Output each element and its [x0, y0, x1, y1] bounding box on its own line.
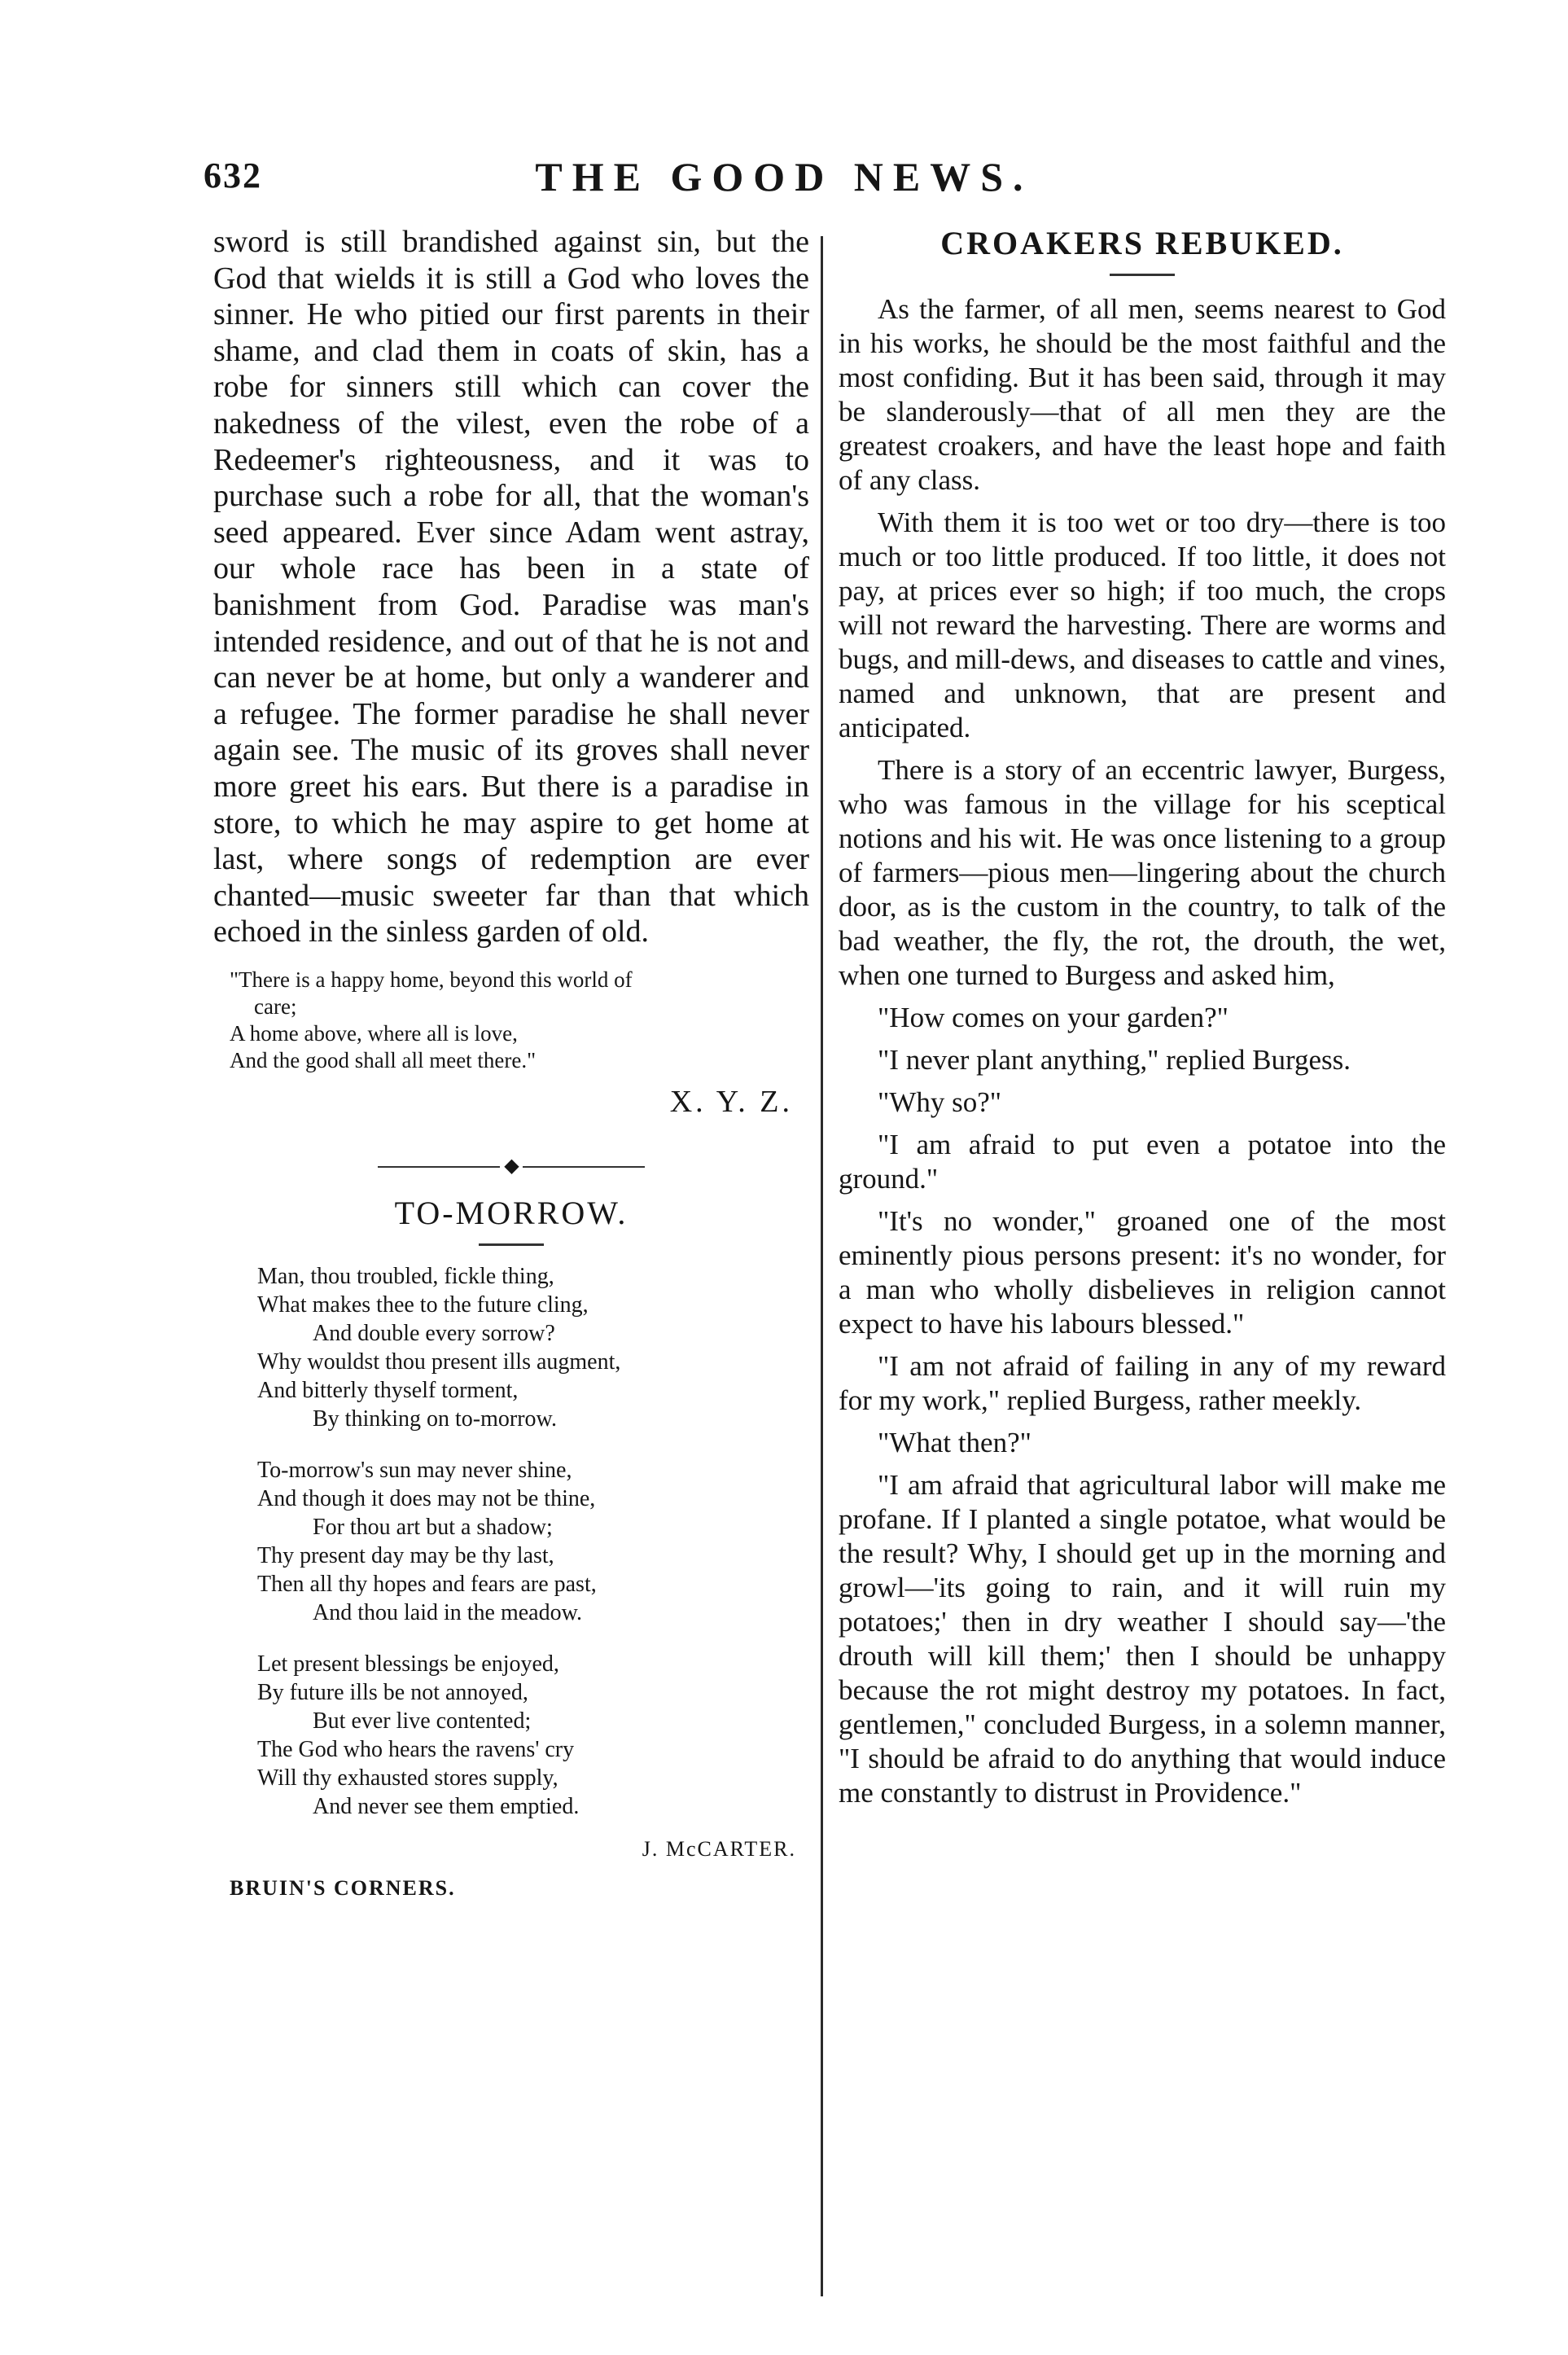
poem-line: For thou art but a shadow; — [313, 1514, 553, 1540]
article-paragraph: "It's no wonder," groaned one of the most eminently pious persons present: it's no wonder, for a man who wholly disbelieves in religion cannot expect to have his labours blessed." — [839, 1205, 1446, 1340]
article-paragraph: "I am afraid to put even a potatoe into the ground." — [839, 1129, 1446, 1195]
poem-line: And double every sorrow? — [313, 1320, 555, 1346]
running-title: THE GOOD NEWS. — [535, 154, 1033, 200]
stanza — [257, 1650, 809, 1821]
article-paragraph: "Why so?" — [878, 1086, 1002, 1118]
poem-author: J. McCARTER. — [642, 1836, 796, 1861]
column-rule — [821, 236, 823, 2296]
article-paragraph: There is a story of an eccentric lawyer, Burgess, who was famous in the village for his sceptical notions and his wit. He was once listening to a group of farmers—pious men—lingering about the church door, as is the custom in the country, to talk of the bad weather, the fly, the rot, the drouth, the wet, when one turned to Burgess and asked him, — [839, 754, 1446, 991]
poem-title: TO-MORROW. — [394, 1194, 629, 1231]
poem-line: And never see them emptied. — [313, 1793, 580, 1819]
article-title: CROAKERS REBUKED. — [940, 225, 1344, 261]
poem-line: Let present blessings be enjoyed, — [257, 1651, 559, 1677]
poem-line: What makes thee to the future cling, — [257, 1292, 589, 1318]
title-rule — [479, 1243, 544, 1246]
poem-line: And though it does may not be thine, — [257, 1485, 596, 1511]
hymn-line: A home above, where all is love, — [230, 1020, 518, 1046]
article-paragraph: As the farmer, of all men, seems nearest to God in his works, he should be the most faithful and the most confiding. But it has been said, through it may be slanderously—that of all men they are the greatest croakers, and have the least hope and faith of any class. — [839, 293, 1446, 496]
poem — [213, 1262, 809, 1821]
dateline-place: BRUIN'S CORNERS. — [230, 1875, 456, 1900]
poem-line: Then all thy hopes and fears are past, — [257, 1571, 597, 1597]
poem-line: And thou laid in the meadow. — [313, 1599, 583, 1625]
poem-line: The God who hears the ravens' cry — [257, 1736, 575, 1762]
section-divider: ◆ — [213, 1154, 809, 1178]
poem-line: Thy present day may be thy last, — [257, 1542, 554, 1568]
poem-line: By thinking on to-morrow. — [313, 1406, 557, 1432]
poem-line: And bitterly thyself torment, — [257, 1377, 519, 1403]
poem-line: Why wouldst thou present ills augment, — [257, 1349, 621, 1375]
article-paragraph: "I am afraid that agricultural labor will make me profane. If I planted a single potatoe, what would be the result? Why, I should get up in the morning and growl—'its going to rain, and it will ruin my potatoes;' then in dry weather I should say—'the drouth will kill them;' then I should be unhappy because the rot might destroy my potatoes. In fact, gentlemen," concluded Burgess, in a solemn manner, "I should be afraid to do anything that would induce me constantly to distrust in Providence." — [839, 1469, 1446, 1809]
right-column — [839, 224, 1446, 1810]
poem-line: Will thy exhausted stores supply, — [257, 1765, 558, 1791]
article-paragraph: "I am not afraid of failing in any of my reward for my work," replied Burgess, rather meekly. — [839, 1350, 1446, 1416]
stanza — [257, 1456, 809, 1627]
poem-line: By future ills be not annoyed, — [257, 1679, 528, 1705]
hymn-quote — [213, 967, 809, 1074]
hymn-line: "There is a happy home, beyond this world of — [230, 967, 633, 992]
article-paragraph: "What then?" — [878, 1427, 1031, 1458]
article-paragraph: "I never plant anything," replied Burgess. — [878, 1044, 1351, 1076]
stanza — [257, 1262, 809, 1433]
poem-line: To-morrow's sun may never shine, — [257, 1457, 572, 1483]
article-paragraph: With them it is too wet or too dry—there is too much or too little produced. If too little, it does not pay, at prices ever so high; if too much, the crops will not reward the harvesting. There are worms and bugs, and mill-dews, and diseases to cattle and vines, named and unknown, that are present and anticipated. — [839, 507, 1446, 743]
title-rule — [1110, 274, 1175, 276]
hymn-line: And the good shall all meet there." — [230, 1047, 537, 1072]
left-paragraph: sword is still brandished against sin, but the God that wields it is still a God who loves the sinner. He who pitied our first parents in their shame, and clad them in coats of skin, has a robe for sinners still which can cover the nakedness of the vilest, even the robe of a Redeemer's righteousness, and it was to purchase such a robe for all, that the woman's seed appeared. Ever since Adam went astray, our whole race has been in a state of banishment from God. Paradise was man's intended residence, and out of that he is not and can never be at home, but only a wanderer and a refugee. The former paradise he shall never again see. The music of its groves shall never more greet his ears. But there is a paradise in store, to which he may aspire to get home at last, where songs of redemption are ever chanted—music sweeter far than that which echoed in the sinless garden of old. — [213, 225, 809, 949]
poem-line: Man, thou troubled, fickle thing, — [257, 1263, 554, 1289]
hymn-line: care; — [254, 993, 297, 1019]
poem-line: But ever live contented; — [313, 1708, 532, 1734]
page-number: 632 — [204, 156, 262, 195]
signature: X. Y. Z. — [669, 1084, 793, 1119]
left-column — [213, 224, 809, 1901]
article-paragraph: "How comes on your garden?" — [878, 1002, 1229, 1033]
